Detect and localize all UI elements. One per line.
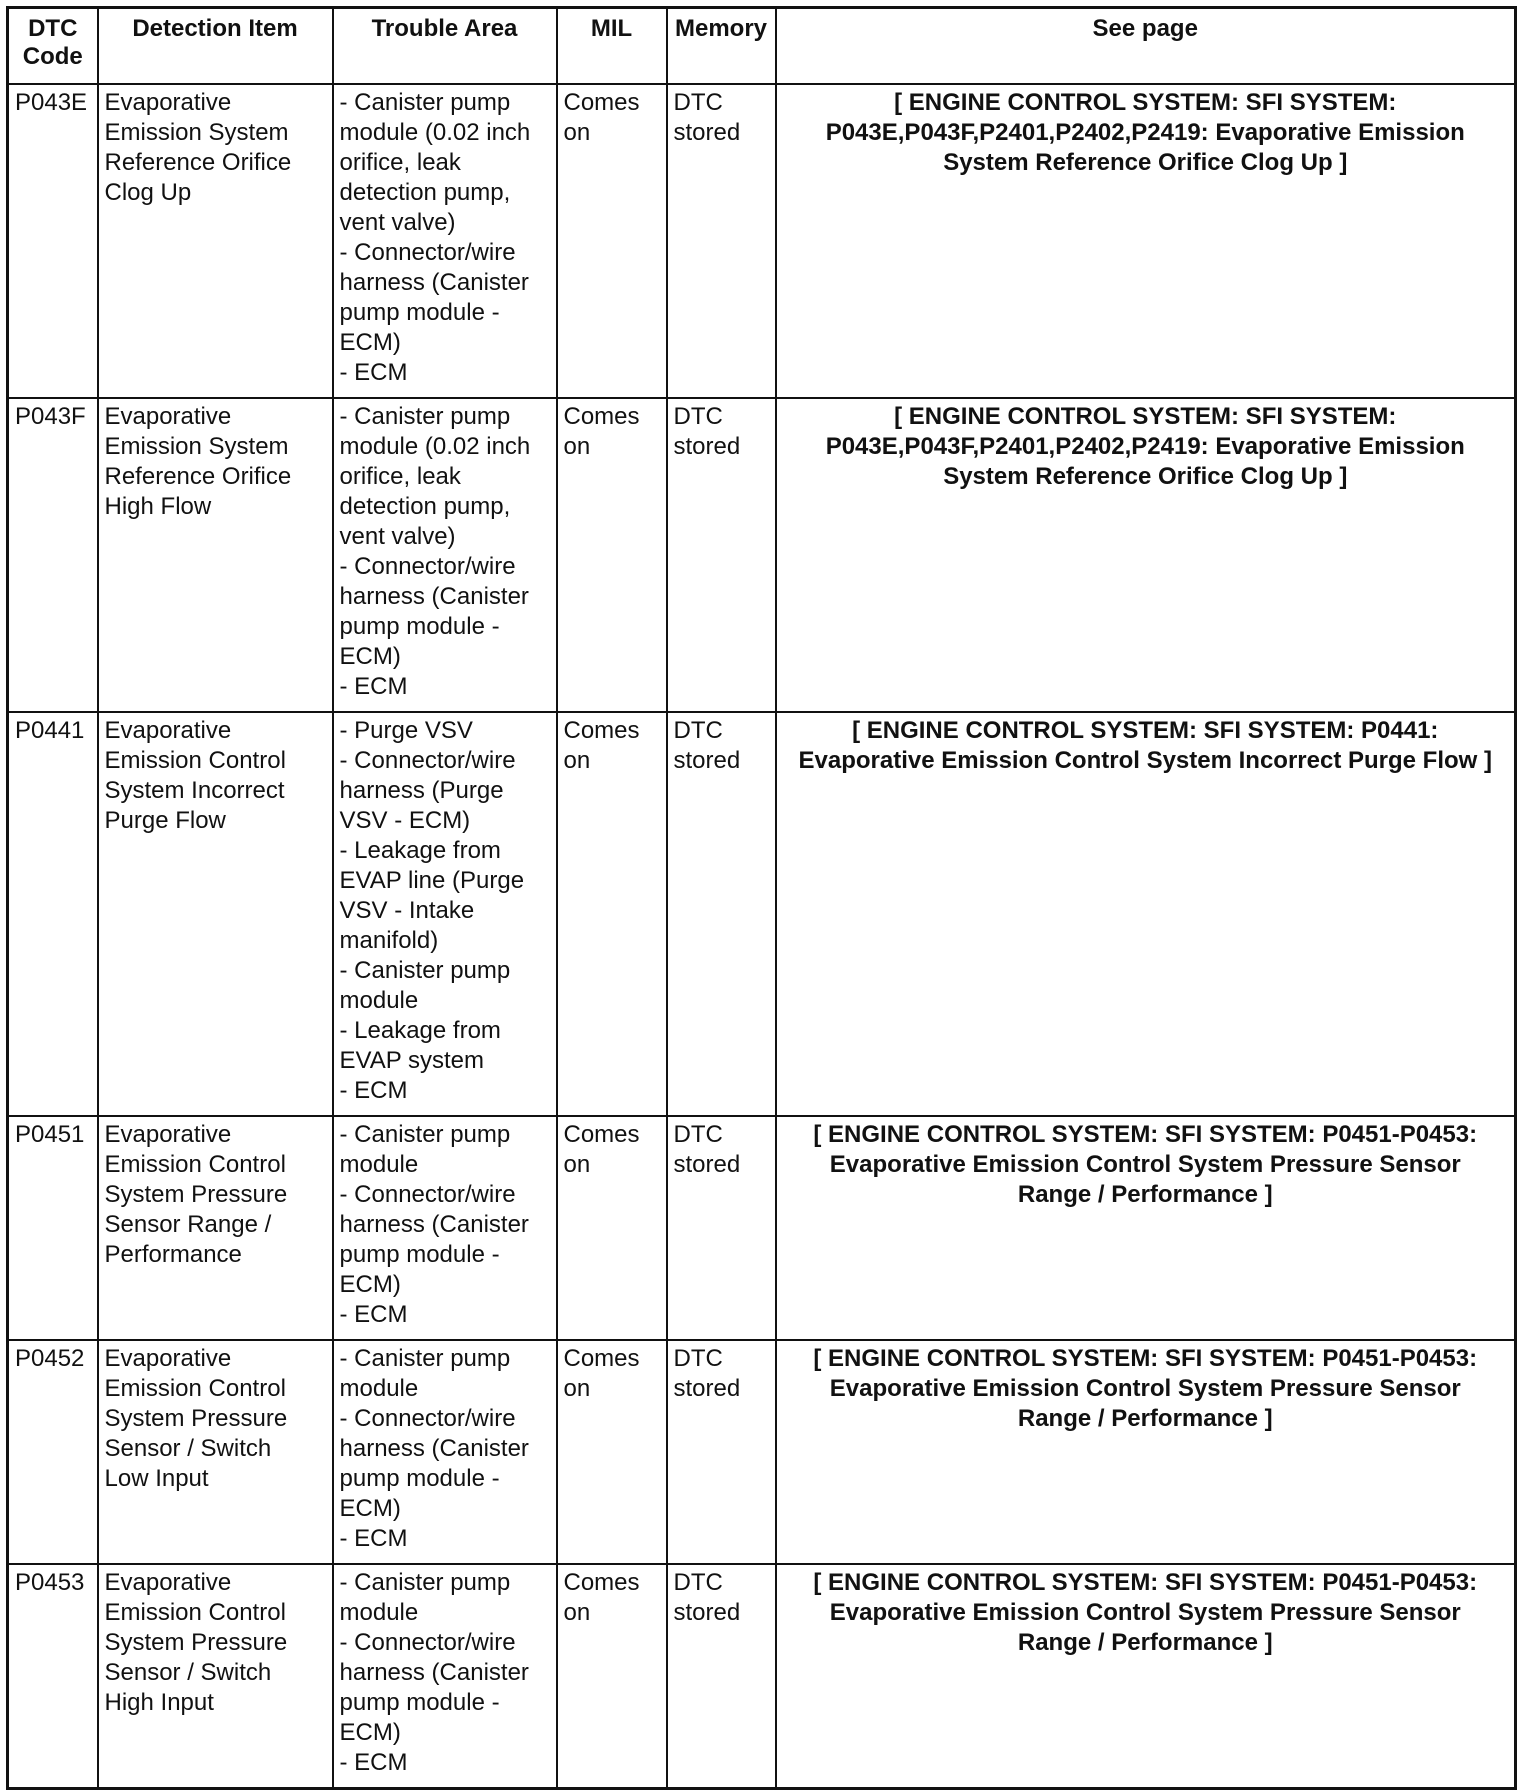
detection-item-cell: Evaporative Emission System Reference Orifice High Flow bbox=[98, 398, 333, 712]
detection-item-cell: Evaporative Emission Control System Incorrect Purge Flow bbox=[98, 712, 333, 1116]
memory-cell: DTC stored bbox=[667, 1564, 776, 1788]
trouble-area-cell: - Canister pump module (0.02 inch orifice, leak detection pump, vent valve) - Connector/wire harness (Canister pump module - ECM) - ECM bbox=[333, 398, 557, 712]
see-page-link[interactable]: [ ENGINE CONTROL SYSTEM: SFI SYSTEM: P043E,P043F,P2401,P2402,P2419: Evaporative Emission System Reference Orifice Clog Up ] bbox=[776, 398, 1516, 712]
see-page-link[interactable]: [ ENGINE CONTROL SYSTEM: SFI SYSTEM: P0451-P0453: Evaporative Emission Control System Pressure Sensor Range / Performance ] bbox=[776, 1116, 1516, 1340]
header-mil: MIL bbox=[557, 8, 667, 85]
see-page-link[interactable]: [ ENGINE CONTROL SYSTEM: SFI SYSTEM: P0441: Evaporative Emission Control System Incorrect Purge Flow ] bbox=[776, 712, 1516, 1116]
see-page-link[interactable]: [ ENGINE CONTROL SYSTEM: SFI SYSTEM: P0451-P0453: Evaporative Emission Control System Pressure Sensor Range / Performance ] bbox=[776, 1340, 1516, 1564]
trouble-area-cell: - Canister pump module - Connector/wire harness (Canister pump module - ECM) - ECM bbox=[333, 1116, 557, 1340]
dtc-code-cell: P043F bbox=[8, 398, 98, 712]
dtc-table-sheet bbox=[6, 6, 1514, 1790]
detection-item-cell: Evaporative Emission Control System Pressure Sensor / Switch Low Input bbox=[98, 1340, 333, 1564]
trouble-area-cell: - Purge VSV - Connector/wire harness (Purge VSV - ECM) - Leakage from EVAP line (Purge VSV - Intake manifold) - Canister pump module - Leakage from EVAP system - ECM bbox=[333, 712, 557, 1116]
table-row bbox=[8, 1340, 1516, 1564]
memory-cell: DTC stored bbox=[667, 84, 776, 398]
dtc-code-cell: P0441 bbox=[8, 712, 98, 1116]
detection-item-cell: Evaporative Emission Control System Pressure Sensor / Switch High Input bbox=[98, 1564, 333, 1788]
table-row bbox=[8, 1564, 1516, 1788]
dtc-code-cell: P0452 bbox=[8, 1340, 98, 1564]
mil-cell: Comes on bbox=[557, 84, 667, 398]
table-row bbox=[8, 84, 1516, 398]
memory-cell: DTC stored bbox=[667, 1340, 776, 1564]
detection-item-cell: Evaporative Emission System Reference Orifice Clog Up bbox=[98, 84, 333, 398]
header-trouble-area: Trouble Area bbox=[333, 8, 557, 85]
header-detection-item: Detection Item bbox=[98, 8, 333, 85]
header-memory: Memory bbox=[667, 8, 776, 85]
memory-cell: DTC stored bbox=[667, 398, 776, 712]
mil-cell: Comes on bbox=[557, 1564, 667, 1788]
dtc-code-cell: P0451 bbox=[8, 1116, 98, 1340]
mil-cell: Comes on bbox=[557, 398, 667, 712]
trouble-area-cell: - Canister pump module - Connector/wire harness (Canister pump module - ECM) - ECM bbox=[333, 1340, 557, 1564]
mil-cell: Comes on bbox=[557, 712, 667, 1116]
mil-cell: Comes on bbox=[557, 1116, 667, 1340]
table-row bbox=[8, 398, 1516, 712]
memory-cell: DTC stored bbox=[667, 712, 776, 1116]
table-row bbox=[8, 712, 1516, 1116]
trouble-area-cell: - Canister pump module - Connector/wire harness (Canister pump module - ECM) - ECM bbox=[333, 1564, 557, 1788]
see-page-link[interactable]: [ ENGINE CONTROL SYSTEM: SFI SYSTEM: P043E,P043F,P2401,P2402,P2419: Evaporative Emission System Reference Orifice Clog Up ] bbox=[776, 84, 1516, 398]
memory-cell: DTC stored bbox=[667, 1116, 776, 1340]
dtc-code-cell: P043E bbox=[8, 84, 98, 398]
dtc-table bbox=[6, 6, 1517, 1790]
trouble-area-cell: - Canister pump module (0.02 inch orifice, leak detection pump, vent valve) - Connector/wire harness (Canister pump module - ECM) - ECM bbox=[333, 84, 557, 398]
table-header-row bbox=[8, 8, 1516, 85]
table-row bbox=[8, 1116, 1516, 1340]
header-dtc-code: DTC Code bbox=[8, 8, 98, 85]
header-see-page: See page bbox=[776, 8, 1516, 85]
mil-cell: Comes on bbox=[557, 1340, 667, 1564]
dtc-code-cell: P0453 bbox=[8, 1564, 98, 1788]
detection-item-cell: Evaporative Emission Control System Pressure Sensor Range / Performance bbox=[98, 1116, 333, 1340]
see-page-link[interactable]: [ ENGINE CONTROL SYSTEM: SFI SYSTEM: P0451-P0453: Evaporative Emission Control System Pressure Sensor Range / Performance ] bbox=[776, 1564, 1516, 1788]
